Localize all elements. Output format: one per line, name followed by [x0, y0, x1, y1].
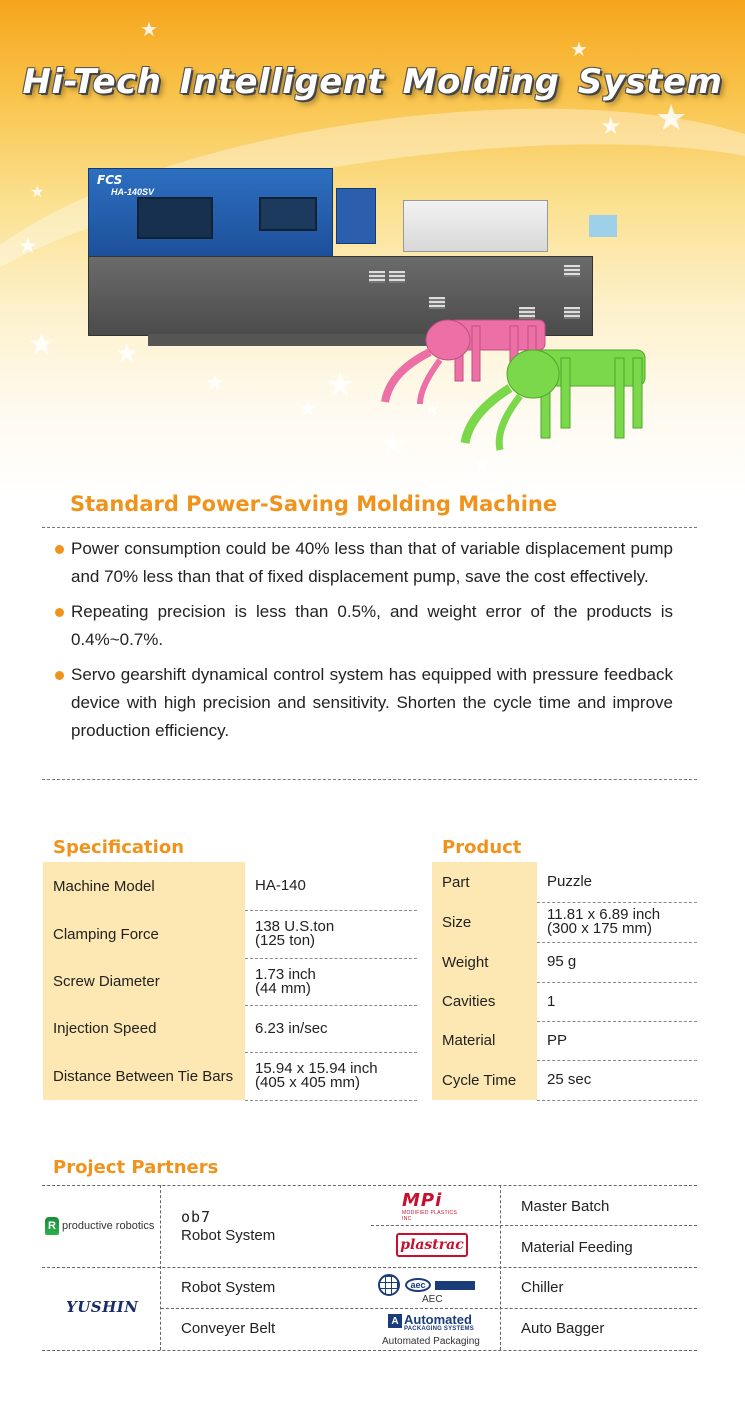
product-label: Material	[432, 1021, 537, 1060]
hero-title: Hi-Tech Intelligent Molding System	[22, 62, 723, 102]
mpi-wordmark: MPi	[402, 1190, 443, 1211]
globe-icon	[378, 1274, 400, 1296]
specification-table	[43, 862, 417, 1100]
machine-window	[259, 197, 317, 231]
product-value: Puzzle	[547, 873, 593, 890]
ap-caption: Automated Packaging	[382, 1336, 480, 1347]
star-icon: ★	[473, 454, 491, 476]
spec-label: Clamping Force	[43, 910, 245, 958]
table-row	[432, 982, 697, 1021]
spec-value: HA-140	[255, 877, 306, 894]
partner-service: Chiller	[521, 1279, 564, 1296]
table-row	[43, 1005, 417, 1052]
table-row	[43, 862, 417, 910]
star-icon: ★	[325, 366, 356, 404]
feature-text: Servo gearshift dynamical control system has equipped with pressure feedback device with high precision and sensitivity. Shorten the cycle time and improve production efficiency.	[71, 665, 673, 740]
spec-label: Machine Model	[43, 862, 245, 910]
list-item	[53, 661, 673, 745]
product-value: PP	[547, 1031, 568, 1049]
package-icon: A	[388, 1314, 402, 1328]
bullet-dot-icon	[55, 671, 64, 680]
partners-title: Project Partners	[53, 1157, 219, 1178]
list-item	[53, 535, 673, 591]
product-label: Cavities	[432, 982, 537, 1021]
spec-value: 138 U.S.ton (125 ton)	[255, 918, 335, 949]
partner-service: Conveyer Belt	[181, 1320, 276, 1337]
star-icon: ★	[30, 184, 45, 201]
machine-model-label: HA-140SV	[111, 187, 155, 197]
spec-label: Distance Between Tie Bars	[43, 1052, 245, 1100]
productive-robotics-icon: R	[45, 1217, 59, 1235]
divider	[42, 1267, 697, 1268]
divider	[42, 527, 697, 528]
feature-list	[53, 535, 673, 752]
partner-service: Robot System	[181, 1227, 276, 1244]
divider	[161, 1308, 697, 1309]
product-value: 11.81 x 6.89 inch (300 x 175 mm)	[547, 906, 661, 937]
table-row	[432, 862, 697, 902]
machine-injection-unit	[403, 200, 548, 252]
divider	[42, 1185, 697, 1186]
star-icon: ★	[424, 399, 441, 419]
product-value: 95 g	[547, 953, 577, 970]
spec-value: 15.94 x 15.94 inch (405 x 405 mm)	[255, 1060, 378, 1091]
table-row	[432, 902, 697, 942]
plastrac-logo: plastrac	[396, 1233, 468, 1257]
bullet-dot-icon	[55, 608, 64, 617]
machine-window	[137, 197, 213, 239]
table-row	[432, 1060, 697, 1100]
table-row	[43, 958, 417, 1005]
aec-logo	[378, 1274, 478, 1306]
spec-value: 6.23 in/sec	[255, 1019, 328, 1037]
star-icon: ★	[28, 328, 55, 361]
aec-caption: AEC	[422, 1294, 443, 1305]
ob7-logo: ob7	[181, 1208, 212, 1226]
ap-subtitle: PACKAGING SYSTEMS	[404, 1326, 474, 1332]
table-row	[43, 1052, 417, 1100]
ap-wordmark: Automated	[404, 1312, 472, 1327]
mpi-subtitle: MODIFIED PLASTICS INC	[402, 1210, 458, 1222]
feature-text: Power consumption could be 40% less than that of variable displacement pump and 70% less than that of fixed displacement pump, save the cost effectively.	[71, 539, 673, 586]
green-elephant-puzzle	[455, 338, 670, 458]
star-icon: ★	[18, 233, 38, 258]
product-table	[432, 862, 697, 1100]
star-icon: ★	[600, 113, 622, 140]
product-value: 25 sec	[547, 1071, 592, 1088]
divider	[42, 779, 697, 780]
spec-value: 1.73 inch (44 mm)	[255, 965, 316, 997]
table-row	[432, 1021, 697, 1060]
star-icon: ★	[570, 39, 588, 61]
table-row	[43, 910, 417, 958]
productive-robotics-wordmark: productive robotics	[62, 1220, 155, 1232]
power-saving-title: Standard Power-Saving Molding Machine	[70, 492, 558, 516]
machine-clamp-unit	[88, 168, 333, 258]
partner-service: Auto Bagger	[521, 1320, 605, 1337]
product-label: Weight	[432, 942, 537, 982]
star-icon: ★	[298, 396, 318, 421]
product-label: Size	[432, 902, 537, 942]
spec-label: Screw Diameter	[43, 958, 245, 1005]
product-value: 1	[547, 992, 556, 1010]
aec-wordmark: aec	[405, 1278, 431, 1292]
machine-control-panel	[336, 188, 376, 244]
star-icon: ★	[205, 370, 225, 395]
partner-service: Material Feeding	[521, 1239, 633, 1256]
bullet-dot-icon	[55, 545, 64, 554]
divider	[500, 1185, 501, 1350]
star-icon: ★	[140, 19, 158, 41]
feature-text: Repeating precision is less than 0.5%, and weight error of the products is 0.4%~0.7%.	[71, 602, 673, 649]
partner-service: Master Batch	[521, 1198, 610, 1215]
list-item	[53, 598, 673, 654]
product-label: Part	[432, 862, 537, 902]
product-label: Cycle Time	[432, 1060, 537, 1100]
divider	[160, 1185, 161, 1350]
mpi-logo	[402, 1190, 462, 1222]
star-icon: ★	[655, 97, 688, 138]
product-title: Product	[442, 837, 522, 858]
aec-bar-decoration	[435, 1281, 475, 1290]
partner-service: Robot System	[181, 1279, 276, 1296]
spec-label: Injection Speed	[43, 1005, 245, 1052]
automated-packaging-logo	[382, 1314, 492, 1350]
yushin-logo: YUSHIN	[66, 1298, 139, 1316]
divider	[42, 1350, 697, 1351]
star-icon: ★	[115, 338, 139, 368]
machine-brand-label: FCS	[97, 173, 123, 187]
star-icon: ★	[380, 428, 407, 461]
productive-robotics-logo	[45, 1217, 154, 1235]
specification-title: Specification	[53, 837, 185, 858]
hero-banner	[0, 0, 745, 500]
table-row	[432, 942, 697, 982]
machine-screen	[589, 215, 617, 237]
divider	[371, 1225, 697, 1226]
